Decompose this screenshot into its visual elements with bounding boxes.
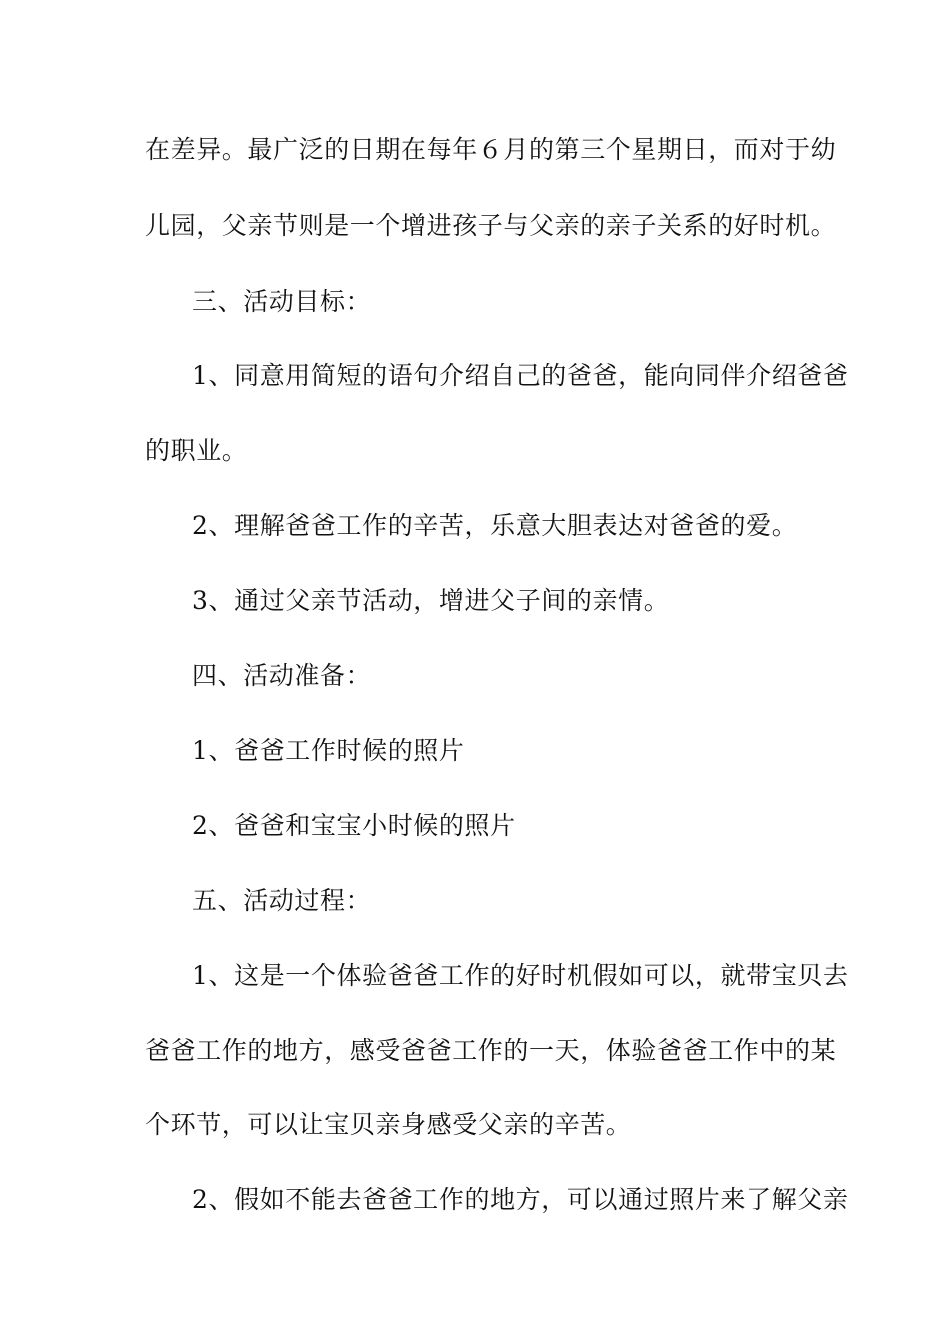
section-heading-objectives: 三、活动目标： [192,287,372,316]
section-heading-process: 五、活动过程： [192,886,372,915]
paragraph-line: 儿园，父亲节则是一个增进孩子与父亲的亲子关系的好时机。 [145,211,837,240]
list-item: 2、假如不能去爸爸工作的地方，可以通过照片来了解父亲 [192,1185,849,1214]
list-item-continuation: 爸爸工作的地方，感受爸爸工作的一天，体验爸爸工作中的某 [145,1036,837,1065]
list-item: 2、理解爸爸工作的辛苦，乐意大胆表达对爸爸的爱。 [192,511,798,540]
list-item: 3、通过父亲节活动，增进父子间的亲情。 [192,586,670,615]
list-item: 1、爸爸工作时候的照片 [192,736,465,765]
list-item: 1、同意用简短的语句介绍自己的爸爸，能向同伴介绍爸爸 [192,361,849,390]
list-item-continuation: 个环节，可以让宝贝亲身感受父亲的辛苦。 [145,1110,632,1139]
list-item: 1、这是一个体验爸爸工作的好时机假如可以，就带宝贝去 [192,961,849,990]
paragraph-line: 在差异。最广泛的日期在每年６月的第三个星期日，而对于幼 [145,135,837,164]
section-heading-preparation: 四、活动准备： [192,661,372,690]
list-item: 2、爸爸和宝宝小时候的照片 [192,811,516,840]
list-item-continuation: 的职业。 [145,436,248,465]
